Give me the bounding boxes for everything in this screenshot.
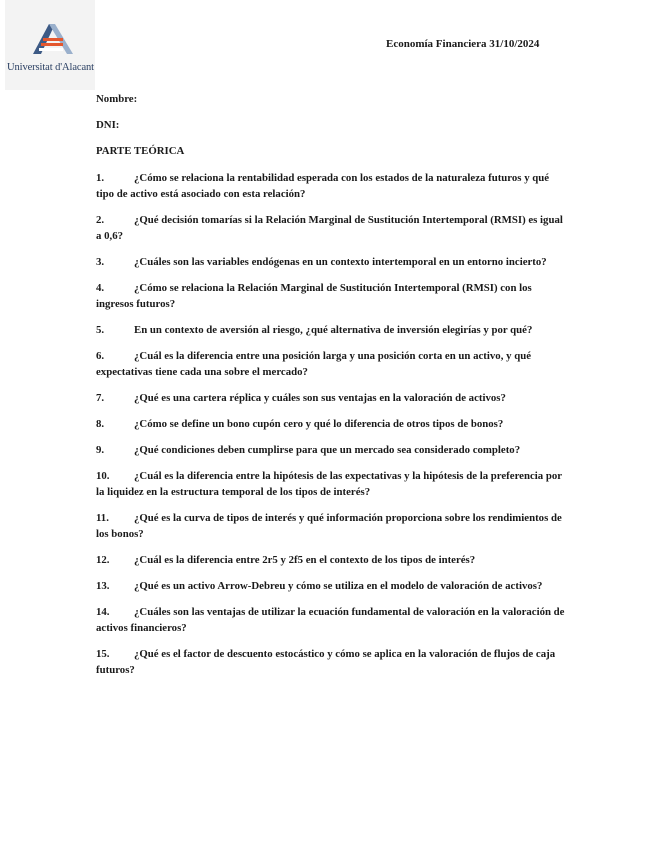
question-item (96, 646, 566, 678)
question-number: 2. (96, 214, 105, 226)
question-number: 4. (96, 282, 105, 294)
question-text: ¿Qué condiciones deben cumplirse para que un mercado sea considerado completo? (134, 444, 521, 456)
question-text: ¿Qué decisión tomarías si la Relación Marginal de Sustitución Intertemporal (RMSI) es igual a 0,6? (96, 214, 563, 242)
university-logo (5, 0, 95, 90)
question-number: 11. (96, 512, 109, 524)
question-number: 13. (96, 580, 110, 592)
question-text: ¿Qué es una cartera réplica y cuáles son sus ventajas en la valoración de activos? (134, 392, 506, 404)
question-number: 10. (96, 470, 110, 482)
question-item (96, 212, 566, 244)
question-text: ¿Qué es la curva de tipos de interés y qué información proporciona sobre los rendimientos de los bonos? (96, 512, 562, 540)
question-item (96, 510, 566, 542)
question-text: ¿Cuál es la diferencia entre una posición larga y una posición corta en un activo, y qué expectativas tiene cada una sobre el mercado? (96, 350, 532, 378)
question-number: 8. (96, 418, 105, 430)
section-title: PARTE TEÓRICA (96, 145, 185, 157)
question-text: ¿Cuál es la diferencia entre la hipótesis de las expectativas y la hipótesis de la preferencia por la liquidez en la estructura temporal de los tipos de interés? (96, 470, 562, 498)
exam-content (96, 91, 566, 688)
question-text: ¿Cuál es la diferencia entre 2r5 y 2f5 en el contexto de los tipos de interés? (134, 554, 476, 566)
question-text: ¿Qué es el factor de descuento estocástico y cómo se aplica en la valoración de flujos de caja futuros? (96, 648, 556, 676)
question-item (96, 552, 566, 568)
question-text: En un contexto de aversión al riesgo, ¿qué alternativa de inversión elegirías y por qué? (134, 324, 533, 336)
dni-label: DNI: (96, 119, 120, 131)
question-item (96, 322, 566, 338)
question-text: ¿Qué es un activo Arrow-Debreu y cómo se utiliza en el modelo de valoración de activos? (134, 580, 543, 592)
question-number: 5. (96, 324, 105, 336)
question-item (96, 170, 566, 202)
question-text: ¿Cómo se relaciona la Relación Marginal de Sustitución Intertemporal (RMSI) con los ingresos futuros? (96, 282, 532, 310)
university-logo-mark-icon (29, 18, 77, 58)
question-item (96, 578, 566, 594)
question-number: 14. (96, 606, 110, 618)
question-text: ¿Cómo se define un bono cupón cero y qué lo diferencia de otros tipos de bonos? (134, 418, 504, 430)
question-number: 6. (96, 350, 105, 362)
question-number: 15. (96, 648, 110, 660)
question-item (96, 468, 566, 500)
question-list (96, 170, 566, 678)
question-text: ¿Cuáles son las variables endógenas en un contexto intertemporal en un entorno incierto? (134, 256, 547, 268)
question-number: 1. (96, 172, 105, 184)
question-text: ¿Cuáles son las ventajas de utilizar la ecuación fundamental de valoración en la valoración de activos financieros? (96, 606, 565, 634)
question-number: 12. (96, 554, 110, 566)
question-item (96, 348, 566, 380)
question-number: 9. (96, 444, 105, 456)
university-logo-text: Universitat d'Alacant (7, 62, 94, 73)
question-number: 7. (96, 392, 105, 404)
question-item (96, 280, 566, 312)
question-item (96, 416, 566, 432)
question-item (96, 390, 566, 406)
question-item (96, 442, 566, 458)
question-item (96, 254, 566, 270)
exam-header-title: Economía Financiera 31/10/2024 (386, 38, 540, 50)
question-text: ¿Cómo se relaciona la rentabilidad esperada con los estados de la naturaleza futuros y qué tipo de activo está asociado con esta relación? (96, 172, 550, 200)
nombre-label: Nombre: (96, 93, 138, 105)
question-item (96, 604, 566, 636)
question-number: 3. (96, 256, 105, 268)
